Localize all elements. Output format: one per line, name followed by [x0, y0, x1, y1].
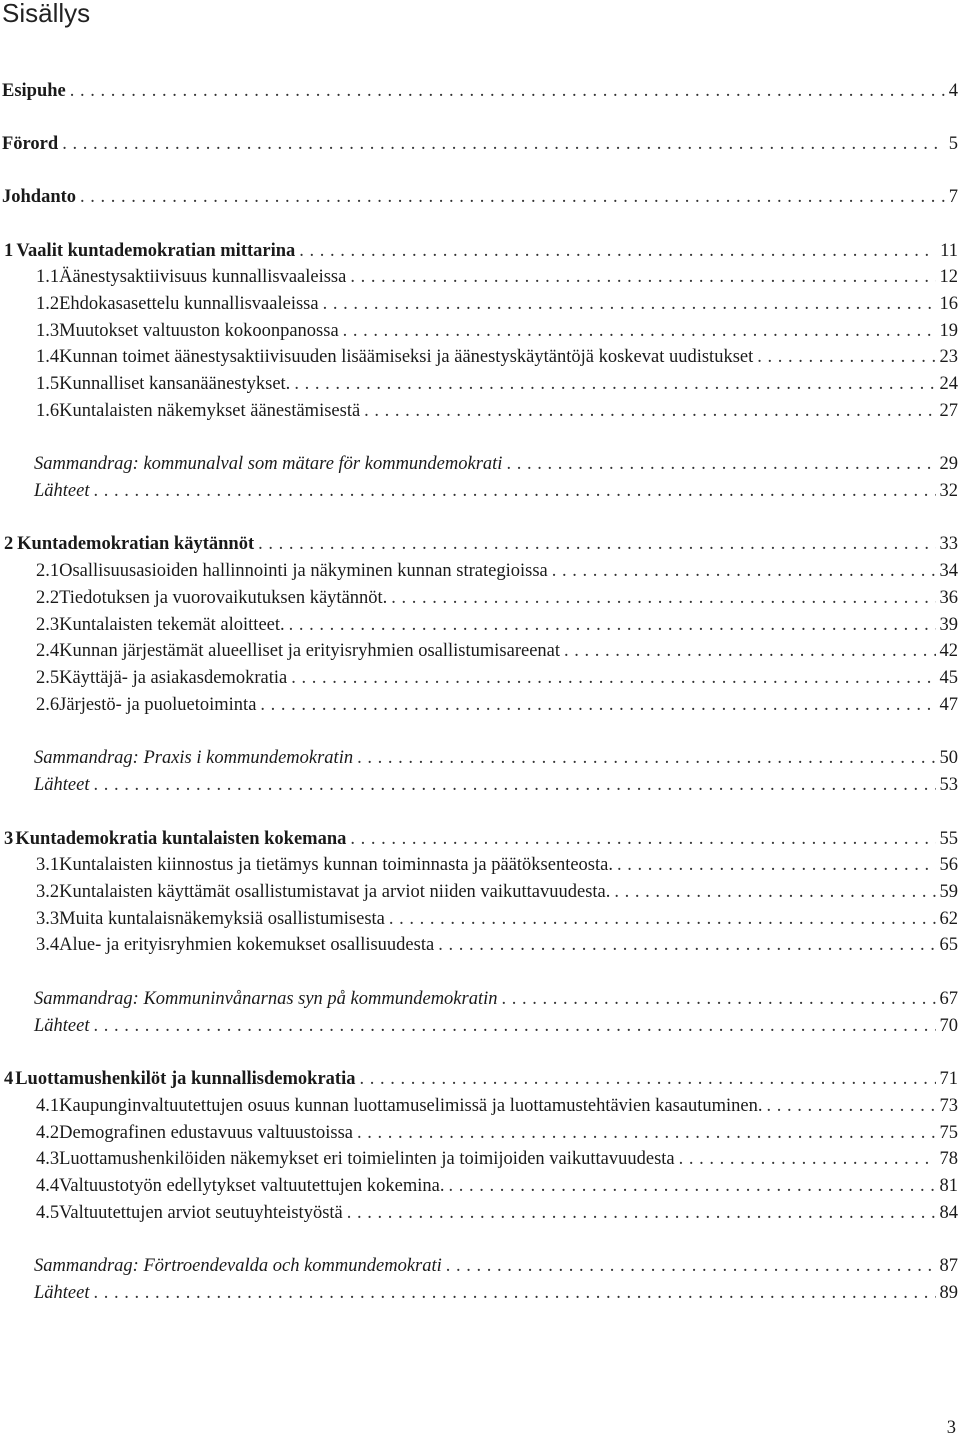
- toc-entry: [0, 1013, 960, 1039]
- toc-entry-page: 53: [939, 775, 958, 795]
- dot-leader: [564, 638, 935, 664]
- toc-entry: [0, 344, 960, 370]
- toc-entry-number: 2.2: [36, 588, 60, 608]
- dot-leader: [343, 318, 936, 344]
- toc-entry-number: 2.3: [36, 615, 60, 635]
- toc-entry-label: Valtuustotyön edellytykset valtuutettujen kokemina.: [59, 1176, 445, 1196]
- toc-entry-number: 2.1: [36, 561, 60, 581]
- toc-entry: [0, 665, 960, 691]
- toc-entry-label: Lähteet: [34, 1283, 90, 1303]
- toc-entry-page: 62: [939, 909, 958, 929]
- dot-leader: [448, 1173, 935, 1199]
- toc-entry-page: 34: [939, 561, 958, 581]
- toc-entry-page: 27: [939, 401, 958, 421]
- toc-entry-label: Valtuutettujen arviot seutuyhteistyöstä: [59, 1203, 343, 1223]
- dot-leader: [357, 1120, 935, 1146]
- toc-entry: [0, 585, 960, 611]
- toc-entry: [0, 906, 960, 932]
- toc-entry-label: Kaupunginvaltuutettujen osuus kunnan luottamuselimissä ja luottamustehtävien kasautuminen.: [59, 1096, 763, 1116]
- toc-entry-page: 45: [939, 668, 958, 688]
- toc-entry-page: 32: [939, 481, 958, 501]
- toc-entry-page: 67: [939, 989, 958, 1009]
- toc-entry-page: 29: [939, 454, 958, 474]
- toc-entry-number: 3: [4, 829, 14, 849]
- toc-entry-label: Sammandrag: Kommuninvånarnas syn på kommundemokratin: [34, 989, 498, 1009]
- toc-entry: [0, 1093, 960, 1119]
- toc-entry-page: 33: [939, 534, 958, 554]
- dot-leader: [294, 371, 935, 397]
- toc-entry: [0, 1120, 960, 1146]
- dot-leader: [357, 745, 935, 771]
- toc-entry: [0, 1253, 960, 1279]
- toc-entry: [0, 1146, 960, 1172]
- dot-leader: [438, 932, 935, 958]
- dot-leader: [446, 1253, 936, 1279]
- dot-leader: [391, 585, 935, 611]
- toc-entry-page: 39: [939, 615, 958, 635]
- toc-entry-page: 55: [939, 829, 958, 849]
- dot-leader: [767, 1093, 936, 1119]
- toc-entry: [0, 238, 960, 264]
- dot-leader: [94, 478, 936, 504]
- dot-leader: [258, 531, 935, 557]
- dot-leader: [502, 986, 936, 1012]
- toc-entry: [0, 772, 960, 798]
- toc-entry-label: Kuntalaisten käyttämät osallistumistavat ja arviot niiden vaikuttavuudesta.: [59, 882, 611, 902]
- toc-entry-label: Ehdokasasettelu kunnallisvaaleissa: [59, 294, 319, 314]
- toc-entry-label: Kuntalaisten kiinnostus ja tietämys kunnan toiminnasta ja päätöksenteosta.: [59, 855, 613, 875]
- toc-entry-label: Käyttäjä- ja asiakasdemokratia: [59, 668, 288, 688]
- toc-entry-page: 73: [939, 1096, 958, 1116]
- toc-entry-page: 24: [939, 374, 958, 394]
- toc-entry-number: 1.4: [36, 347, 60, 367]
- toc-entry-page: 71: [939, 1069, 958, 1089]
- toc-entry-label: Sammandrag: Förtroendevalda och kommundemokrati: [34, 1256, 442, 1276]
- toc-entry-page: 56: [939, 855, 958, 875]
- toc-entry-label: Kunnan järjestämät alueelliset ja erityisryhmien osallistumisareenat: [59, 641, 561, 661]
- dot-leader: [614, 879, 935, 905]
- toc-entry: [0, 264, 960, 290]
- toc-entry-number: 3.1: [36, 855, 60, 875]
- toc-entry-page: 78: [939, 1149, 958, 1169]
- toc-entry-label: Kuntademokratian käytännöt: [17, 534, 255, 554]
- toc-entry-page: 36: [939, 588, 958, 608]
- toc-entry-number: 1.3: [36, 321, 60, 341]
- toc-entry-number: 3.3: [36, 909, 60, 929]
- toc-entry-label: Sammandrag: kommunalval som mätare för kommundemokrati: [34, 454, 503, 474]
- toc-entry-page: 7: [948, 187, 958, 207]
- dot-leader: [552, 558, 936, 584]
- toc-entry-number: 4.1: [36, 1096, 60, 1116]
- toc-entry-label: Lähteet: [34, 1016, 90, 1036]
- toc-entry: [0, 879, 960, 905]
- dot-leader: [617, 852, 936, 878]
- toc-entry: [0, 478, 960, 504]
- toc-entry: [0, 745, 960, 771]
- toc-entry-page: 89: [939, 1283, 958, 1303]
- toc-entry-page: 5: [948, 134, 958, 154]
- toc-entry-page: 59: [939, 882, 958, 902]
- dot-leader: [289, 612, 936, 638]
- toc-entry: [0, 1066, 960, 1092]
- toc-entry-page: 84: [939, 1203, 958, 1223]
- toc-entry-page: 81: [939, 1176, 958, 1196]
- toc-entry-number: 1.5: [36, 374, 60, 394]
- toc-entry-number: 2.5: [36, 668, 60, 688]
- toc-entry-page: 16: [939, 294, 958, 314]
- toc-entry: [0, 612, 960, 638]
- toc-entry-page: 47: [939, 695, 958, 715]
- toc-entry-number: 2: [4, 534, 14, 554]
- toc-entry: [0, 1173, 960, 1199]
- dot-leader: [80, 184, 945, 210]
- toc-entry: [0, 318, 960, 344]
- toc-entry-label: Luottamushenkilöt ja kunnallisdemokratia: [15, 1069, 356, 1089]
- toc-entry-label: Sammandrag: Praxis i kommundemokratin: [34, 748, 354, 768]
- toc-entry: [0, 451, 960, 477]
- toc-entry-page: 50: [939, 748, 958, 768]
- toc-entry-label: Lähteet: [34, 775, 90, 795]
- page-number: 3: [946, 1418, 956, 1438]
- toc-entry-label: Vaalit kuntademokratian mittarina: [16, 241, 296, 261]
- toc-entry-label: Tiedotuksen ja vuorovaikutuksen käytännöt.: [59, 588, 388, 608]
- toc-entry: [0, 932, 960, 958]
- toc-entry-page: 87: [939, 1256, 958, 1276]
- toc-entry-page: 11: [940, 241, 958, 261]
- toc-entry-label: Lähteet: [34, 481, 90, 501]
- dot-leader: [679, 1146, 936, 1172]
- toc-entry-number: 2.4: [36, 641, 60, 661]
- dot-leader: [347, 1200, 936, 1226]
- toc-entry: [0, 1200, 960, 1226]
- toc-entry-label: Osallisuusasioiden hallinnointi ja näkyminen kunnan strategioissa: [59, 561, 548, 581]
- toc-entry-label: Äänestysaktiivisuus kunnallisvaaleissa: [59, 267, 347, 287]
- toc-entry-number: 3.4: [36, 935, 60, 955]
- toc-entry-label: Esipuhe: [2, 81, 66, 101]
- toc-entry-label: Johdanto: [2, 187, 77, 207]
- toc-entry-number: 4.3: [36, 1149, 60, 1169]
- toc-entry: [0, 1280, 960, 1306]
- toc-entry: [0, 558, 960, 584]
- toc-entry-page: 23: [939, 347, 958, 367]
- toc-entry: [0, 78, 960, 104]
- toc-entry-label: Kunnan toimet äänestysaktiivisuuden lisäämiseksi ja äänestyskäytäntöjä koskevat uudistukset: [59, 347, 754, 367]
- dot-leader: [94, 772, 936, 798]
- toc-entry: [0, 986, 960, 1012]
- toc-entry-label: Förord: [2, 134, 59, 154]
- dot-leader: [62, 131, 945, 157]
- toc-entry-page: 65: [939, 935, 958, 955]
- toc-entry-number: 1.6: [36, 401, 60, 421]
- toc-entry: [0, 131, 960, 157]
- toc-entry: [0, 826, 960, 852]
- dot-leader: [350, 826, 935, 852]
- toc-entry-number: 4.5: [36, 1203, 60, 1223]
- toc-entry-label: Kunnalliset kansanäänestykset.: [59, 374, 291, 394]
- dot-leader: [70, 78, 945, 104]
- toc-entry: [0, 398, 960, 424]
- toc-entry-label: Demografinen edustavuus valtuustoissa: [59, 1123, 354, 1143]
- dot-leader: [291, 665, 935, 691]
- toc-entry-label: Kuntalaisten tekemät aloitteet.: [59, 615, 285, 635]
- toc-entry-label: Kuntalaisten näkemykset äänestämisestä: [59, 401, 361, 421]
- toc-entry-number: 1.2: [36, 294, 60, 314]
- toc-entry-page: 12: [939, 267, 958, 287]
- toc-entry-number: 3.2: [36, 882, 60, 902]
- toc-entry: [0, 184, 960, 210]
- toc-entry-number: 4.2: [36, 1123, 60, 1143]
- toc-entry: [0, 371, 960, 397]
- dot-leader: [299, 238, 936, 264]
- toc-entry-page: 4: [948, 81, 958, 101]
- toc-entry-number: 1: [4, 241, 14, 261]
- toc-entry-page: 19: [939, 321, 958, 341]
- toc-entry-page: 75: [939, 1123, 958, 1143]
- dot-leader: [359, 1066, 935, 1092]
- toc-entry-label: Järjestö- ja puoluetoiminta: [59, 695, 257, 715]
- toc-entry: [0, 291, 960, 317]
- toc-entry: [0, 692, 960, 718]
- toc-entry-number: 4.4: [36, 1176, 60, 1196]
- toc-entry: [0, 638, 960, 664]
- page-title: Sisällys: [2, 0, 91, 28]
- dot-leader: [757, 344, 935, 370]
- dot-leader: [389, 906, 936, 932]
- dot-leader: [506, 451, 935, 477]
- dot-leader: [94, 1013, 936, 1039]
- dot-leader: [350, 264, 935, 290]
- toc-entry: [0, 852, 960, 878]
- toc-entry-page: 42: [939, 641, 958, 661]
- toc-entry-page: 70: [939, 1016, 958, 1036]
- toc-entry-label: Kuntademokratia kuntalaisten kokemana: [15, 829, 347, 849]
- toc-entry-label: Luottamushenkilöiden näkemykset eri toimielinten ja toimijoiden vaikuttavuudesta: [59, 1149, 675, 1169]
- toc-entry-label: Alue- ja erityisryhmien kokemukset osallisuudesta: [59, 935, 435, 955]
- toc-entry-label: Muita kuntalaisnäkemyksiä osallistumisesta: [59, 909, 385, 929]
- toc-entry-number: 2.6: [36, 695, 60, 715]
- dot-leader: [260, 692, 935, 718]
- dot-leader: [94, 1280, 936, 1306]
- toc-entry: [0, 531, 960, 557]
- dot-leader: [364, 398, 935, 424]
- dot-leader: [323, 291, 936, 317]
- toc-entry-number: 1.1: [36, 267, 60, 287]
- toc-entry-label: Muutokset valtuuston kokoonpanossa: [59, 321, 339, 341]
- toc-entry-number: 4: [4, 1069, 14, 1089]
